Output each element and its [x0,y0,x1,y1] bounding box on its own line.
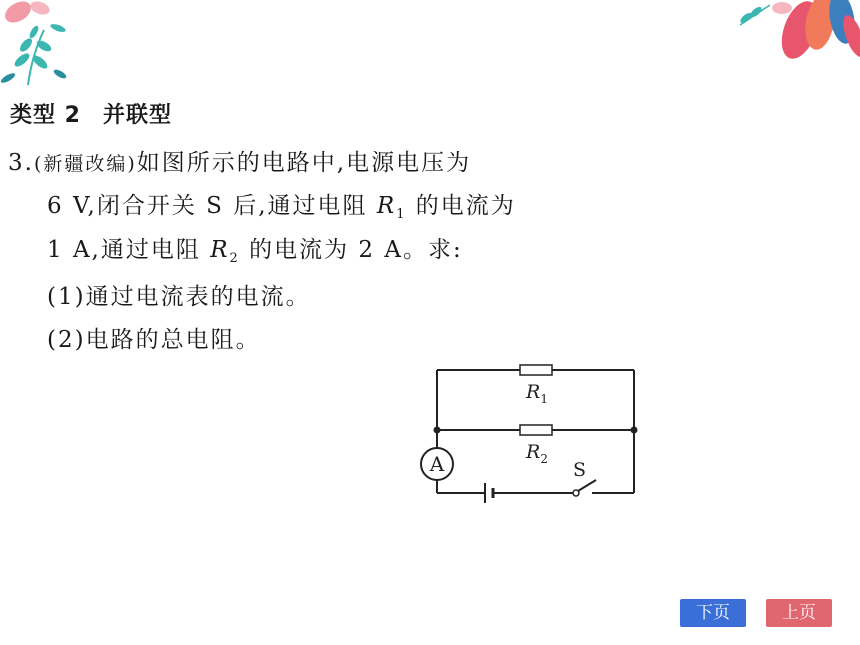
resistor-r2 [520,425,552,435]
battery-symbol [485,483,493,503]
variable-r2: R [210,237,230,263]
problem-line-1-text: 如图所示的电路中,电源电压为 [136,150,472,176]
junction-right [631,427,638,434]
problem-line-3 [47,231,463,266]
problem-line-1 [8,144,471,177]
previous-page-button[interactable]: 上页 [766,599,832,627]
problem-source: (新疆改编) [33,153,137,175]
variable-r2-subscript: 2 [229,251,240,266]
leaf-decoration-left [0,0,110,95]
variable-r1: R [376,193,397,219]
problem-line-2-b: 的电流为 [406,193,516,219]
problem-number: 3. [8,150,34,176]
switch-label: S [573,459,587,481]
question-2: (2)电路的总电阻。 [47,327,261,353]
question-1: (1)通过电流表的电流。 [47,284,311,310]
junction-left [434,427,441,434]
resistor-r1 [520,365,552,375]
r2-label: $R_2$ [526,441,548,466]
problem-line-2-a: 6 V,闭合开关 S 后,通过电阻 [47,193,377,219]
ammeter-label: A [429,452,445,476]
next-page-button[interactable]: 下页 [680,599,746,627]
section-type-label: 类型 2 [10,103,81,128]
section-type-name: 并联型 [102,103,172,128]
r1-label: $R_1$ [526,381,548,406]
variable-r1-subscript: 1 [396,207,407,222]
leaf-decoration-right [730,0,860,75]
problem-line-3-b: 的电流为 2 A。求: [239,237,463,263]
problem-line-2 [47,187,516,222]
circuit-diagram [410,355,650,510]
section-title [10,98,172,129]
problem-line-3-a: 1 A,通过电阻 [47,237,211,263]
